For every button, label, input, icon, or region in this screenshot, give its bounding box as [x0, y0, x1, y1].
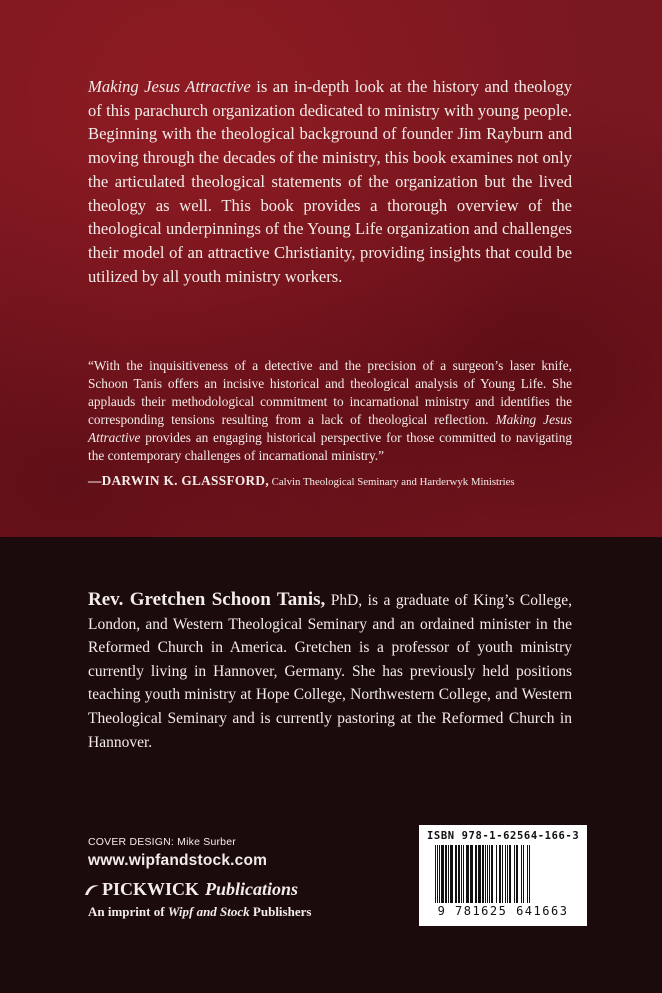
endorsement-attribution: [88, 473, 572, 489]
endorsement-quote: [88, 357, 572, 464]
barcode-bar: [482, 845, 484, 903]
barcode-bar: [487, 845, 488, 903]
cover-design-credit: COVER DESIGN: Mike Surber: [88, 836, 236, 848]
barcode-bar: [502, 845, 503, 903]
publisher-name-italic: Publications: [205, 879, 299, 899]
endorser-name: DARWIN K. GLASSFORD,: [101, 473, 269, 488]
barcode-bar: [461, 845, 462, 903]
barcode-digits: 9 781625 641663: [437, 904, 569, 918]
barcode-bar: [463, 845, 464, 903]
barcode-box: [419, 825, 587, 926]
author-bio-text: PhD, is a graduate of King’s College, London, and Western Theological Seminary and an ordained minister in the Reformed Church in America. Gretchen is a professor of youth ministry currently living in Hannover, Germany. She has previously held positions teaching youth ministry at Hope College, Northwestern College, and Western Theological Seminary and is currently pastoring at the Reformed Church in Hannover.: [88, 592, 572, 751]
author-name: Rev. Gretchen Schoon Tanis,: [88, 589, 326, 610]
imprint-italic: Wipf and Stock: [167, 904, 250, 919]
barcode-bar: [516, 845, 518, 903]
book-description: [88, 75, 572, 288]
barcode-bar: [437, 845, 438, 903]
barcode-bar: [435, 845, 436, 903]
swoosh-icon: [84, 882, 100, 898]
barcode-bar: [527, 845, 528, 903]
book-description-text: is an in-depth look at the history and theology of this parachurch organization dedicated to ministry with young people. Beginning with the theological background of founder Jim Rayburn and moving through the decades of the ministry, this book examines not only the articulated theological statements of the organization but the lived theology as well. This book provides a thorough overview of the theological underpinnings of the Young Life organization and challenges their model of an attractive Christianity, providing insights that could be utilized by all youth ministry workers.: [88, 77, 572, 286]
endorsement-dash: —: [88, 473, 102, 488]
publisher-website: www.wipfandstock.com: [88, 852, 268, 869]
barcode-bar: [529, 845, 530, 903]
barcode-bar: [470, 845, 473, 903]
barcode-bar: [445, 845, 447, 903]
barcode-bar: [485, 845, 486, 903]
barcode-bar: [489, 845, 490, 903]
quote-part-2: provides an engaging historical perspective for those committed to navigating the contemporary challenges of incarnational ministry.”: [88, 429, 572, 463]
quote-part-1: “With the inquisitiveness of a detective and the precision of a surgeon’s laser knife, Schoon Tanis offers an incisive historical and theological analysis of Young Life. She applauds their methodological commitment to incarnational ministry and identifies the corresponding tensions resulting from a lack of theological reflection.: [88, 358, 572, 427]
barcode-bar: [475, 845, 477, 903]
barcode-bar: [458, 845, 460, 903]
publisher-logo: [84, 879, 298, 900]
barcode-bar: [514, 845, 515, 903]
imprint-prefix: An imprint of: [88, 904, 168, 919]
barcode-bar: [523, 845, 524, 903]
book-title-italic: Making Jesus Attractive: [88, 77, 251, 96]
author-bio: [88, 588, 572, 754]
imprint-line: [88, 904, 311, 920]
barcode-bar: [441, 845, 444, 903]
barcode-bar: [499, 845, 501, 903]
barcode-bar: [507, 845, 508, 903]
barcode-bar: [466, 845, 469, 903]
barcode-bar: [505, 845, 506, 903]
barcode-bar: [450, 845, 453, 903]
publisher-name: PICKWICK: [102, 879, 200, 899]
barcode-graphic: [431, 845, 575, 903]
barcode-bar: [491, 845, 493, 903]
endorser-affiliation: Calvin Theological Seminary and Harderwyk Ministries: [268, 476, 515, 488]
barcode-bar: [496, 845, 497, 903]
imprint-suffix: Publishers: [249, 904, 312, 919]
barcode-bar: [448, 845, 449, 903]
barcode-bar: [439, 845, 440, 903]
barcode-bar: [478, 845, 481, 903]
barcode-bar: [509, 845, 511, 903]
barcode-bar: [455, 845, 457, 903]
isbn-label: ISBN 978-1-62564-166-3: [427, 830, 580, 842]
barcode-bar: [521, 845, 522, 903]
quote-book-title: Making Jesus Attractive: [88, 411, 572, 445]
